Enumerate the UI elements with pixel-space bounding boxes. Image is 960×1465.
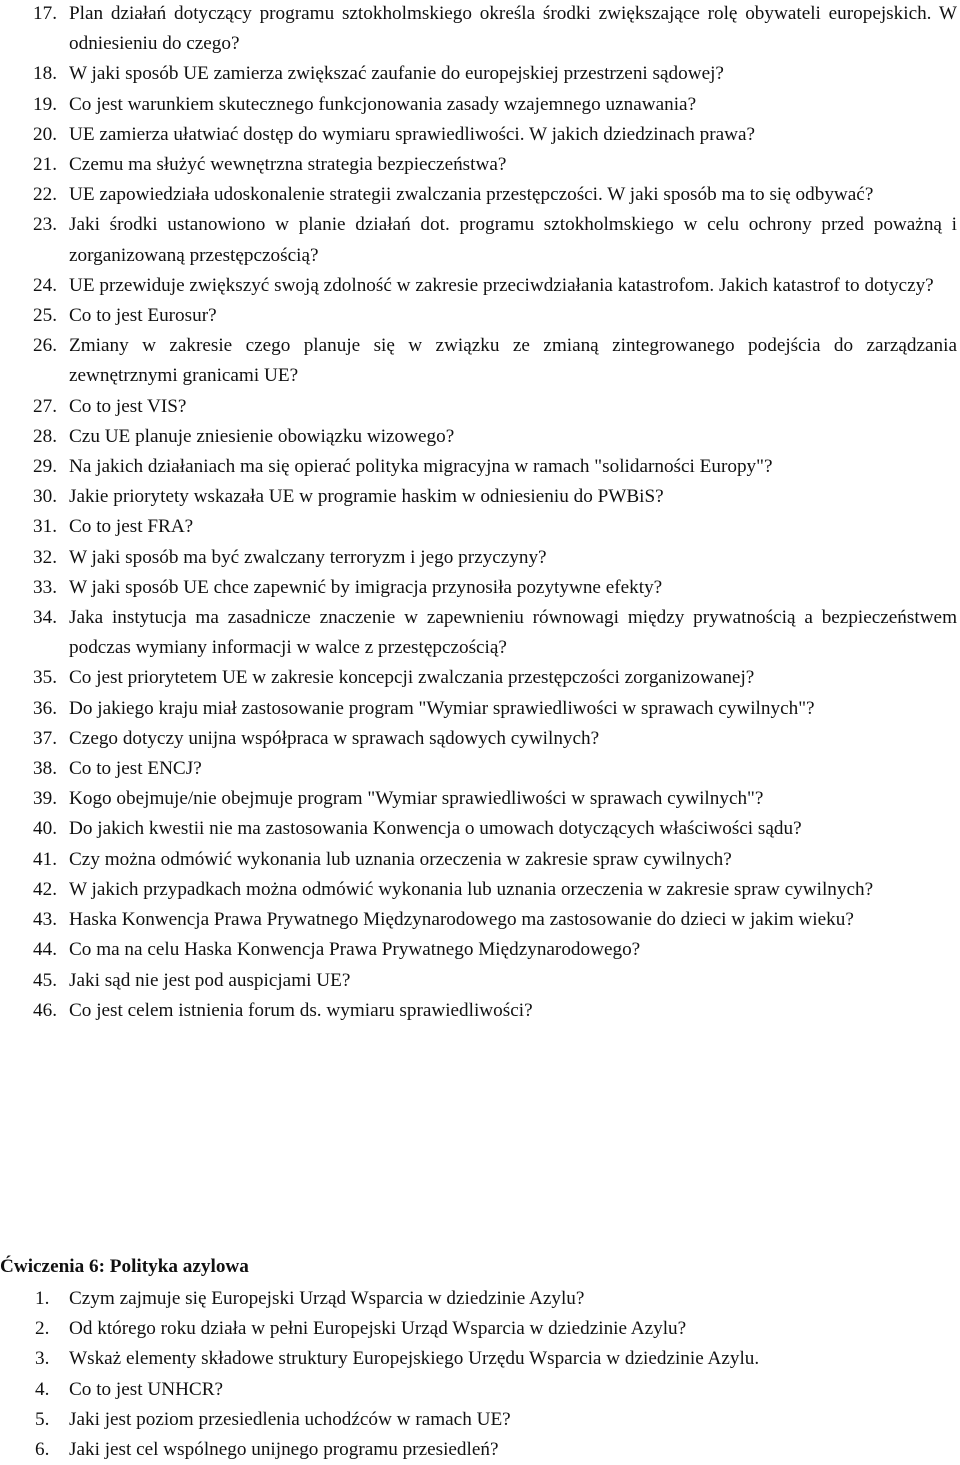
question-number: 2.	[35, 1318, 50, 1340]
question-text: Plan działań dotyczący programu sztokholmskiego określa środki zwiększające rolę obywateli europejskich. W odniesieniu do czego?	[69, 3, 957, 55]
question-item	[0, 845, 957, 875]
question-text: Jaki środki ustanowiono w planie działań dot. programu sztokholmskiego w celu ochrony przed poważną i zorganizowaną przestępczością?	[69, 214, 957, 266]
question-number: 5.	[35, 1408, 50, 1430]
question-number: 36.	[33, 697, 57, 719]
question-item	[0, 1314, 957, 1344]
question-number: 6.	[35, 1439, 50, 1461]
question-item	[0, 271, 957, 301]
question-item	[0, 180, 957, 210]
question-text: W jaki sposób UE zamierza zwiększać zaufanie do europejskiej przestrzeni sądowej?	[69, 63, 724, 85]
question-text: Co jest celem istnienia forum ds. wymiaru sprawiedliwości?	[69, 999, 533, 1021]
question-number: 17.	[33, 3, 57, 24]
question-number: 18.	[33, 63, 57, 85]
question-item	[0, 1284, 957, 1314]
question-item	[0, 784, 957, 814]
question-item	[0, 663, 957, 693]
question-item	[0, 90, 957, 120]
question-number: 32.	[33, 546, 57, 568]
question-number: 24.	[33, 274, 57, 296]
question-item	[0, 210, 957, 270]
question-text: Jaki jest poziom przesiedlenia uchodźców w ramach UE?	[69, 1408, 511, 1430]
question-item	[0, 814, 957, 844]
question-text: Wskaż elementy składowe struktury Europejskiego Urzędu Wsparcia w dziedzinie Azylu.	[69, 1348, 760, 1370]
question-number: 39.	[33, 788, 57, 810]
question-text: Na jakich działaniach ma się opierać polityka migracyjna w ramach "solidarności Europy"?	[69, 456, 773, 478]
question-item	[0, 724, 957, 754]
question-item	[0, 603, 957, 663]
question-item	[0, 754, 957, 784]
question-item	[0, 1405, 957, 1435]
question-text: Jaki jest cel wspólnego unijnego programu przesiedleń?	[69, 1439, 499, 1461]
question-number: 40.	[33, 818, 57, 840]
question-text: Jaki sąd nie jest pod auspicjami UE?	[69, 969, 351, 991]
question-number: 37.	[33, 727, 57, 749]
question-text: Kogo obejmuje/nie obejmuje program "Wymiar sprawiedliwości w sprawach cywilnych"?	[69, 788, 764, 810]
question-item	[0, 966, 957, 996]
question-number: 41.	[33, 848, 57, 870]
question-number: 21.	[33, 154, 57, 176]
question-item	[0, 392, 957, 422]
question-number: 25.	[33, 305, 57, 327]
question-number: 3.	[35, 1348, 50, 1370]
question-text: UE zamierza ułatwiać dostęp do wymiaru sprawiedliwości. W jakich dziedzinach prawa?	[69, 123, 756, 145]
question-text: Czu UE planuje zniesienie obowiązku wizowego?	[69, 425, 455, 447]
question-number: 26.	[33, 335, 57, 357]
question-item	[0, 1435, 957, 1465]
question-item	[0, 512, 957, 542]
question-item	[0, 694, 957, 724]
question-number: 28.	[33, 425, 57, 447]
question-text: Co ma na celu Haska Konwencja Prawa Prywatnego Międzynarodowego?	[69, 939, 641, 961]
question-text: Co to jest UNHCR?	[69, 1378, 224, 1400]
question-text: Czemu ma służyć wewnętrzna strategia bezpieczeństwa?	[69, 154, 507, 176]
question-item	[0, 996, 957, 1026]
question-text: Od którego roku działa w pełni Europejski Urząd Wsparcia w dziedzinie Azylu?	[69, 1318, 687, 1340]
question-item	[0, 1375, 957, 1405]
question-item	[0, 120, 957, 150]
question-text: Co jest warunkiem skutecznego funkcjonowania zasady wzajemnego uznawania?	[69, 93, 697, 115]
question-number: 30.	[33, 486, 57, 508]
question-text: Jaka instytucja ma zasadnicze znaczenie w zapewnieniu równowagi między prywatnością a bezpieczeństwem podczas wymiany informacji w walce z przestępczością?	[69, 607, 957, 659]
question-number: 44.	[33, 939, 57, 961]
question-text: Do jakiego kraju miał zastosowanie program "Wymiar sprawiedliwości w sprawach cywilnych"?	[69, 697, 815, 719]
question-text: Co to jest ENCJ?	[69, 758, 202, 780]
question-number: 43.	[33, 909, 57, 931]
question-number: 19.	[33, 93, 57, 115]
question-text: UE przewiduje zwiększyć swoją zdolność w zakresie przeciwdziałania katastrofom. Jakich katastrof to dotyczy?	[69, 274, 934, 296]
question-number: 27.	[33, 395, 57, 417]
question-text: Jakie priorytety wskazała UE w programie haskim w odniesieniu do PWBiS?	[69, 486, 664, 508]
question-item	[0, 1344, 957, 1374]
question-text: Co jest priorytetem UE w zakresie koncepcji zwalczania przestępczości zorganizowanej?	[69, 667, 755, 689]
question-item	[0, 905, 957, 935]
question-text: Zmiany w zakresie czego planuje się w związku ze zmianą zintegrowanego podejścia do zarządzania zewnętrznymi granicami UE?	[69, 335, 957, 387]
question-number: 34.	[33, 607, 57, 629]
question-number: 31.	[33, 516, 57, 538]
question-number: 29.	[33, 456, 57, 478]
question-text: Czy można odmówić wykonania lub uznania orzeczenia w zakresie spraw cywilnych?	[69, 848, 732, 870]
question-item	[0, 301, 957, 331]
question-number: 33.	[33, 576, 57, 598]
question-number: 35.	[33, 667, 57, 689]
question-text: W jakich przypadkach można odmówić wykonania lub uznania orzeczenia w zakresie spraw cywilnych?	[69, 878, 874, 900]
question-text: W jaki sposób ma być zwalczany terroryzm i jego przyczyny?	[69, 546, 547, 568]
question-text: Do jakich kwestii nie ma zastosowania Konwencja o umowach dotyczących właściwości sądu?	[69, 818, 802, 840]
question-item	[0, 452, 957, 482]
question-item	[0, 543, 957, 573]
question-item	[0, 422, 957, 452]
question-item	[0, 482, 957, 512]
question-text: W jaki sposób UE chce zapewnić by imigracja przynosiła pozytywne efekty?	[69, 576, 663, 598]
section-question-list	[0, 1284, 957, 1465]
question-text: Czym zajmuje się Europejski Urząd Wsparcia w dziedzinie Azylu?	[69, 1288, 585, 1309]
question-item	[0, 150, 957, 180]
question-text: Co to jest FRA?	[69, 516, 194, 538]
question-number: 23.	[33, 214, 57, 236]
question-text: Haska Konwencja Prawa Prywatnego Międzynarodowego ma zastosowanie do dzieci w jakim wieku?	[69, 909, 854, 931]
question-item	[0, 935, 957, 965]
question-text: Co to jest Eurosur?	[69, 305, 217, 327]
question-number: 42.	[33, 878, 57, 900]
question-number: 46.	[33, 999, 57, 1021]
question-number: 20.	[33, 123, 57, 145]
question-number: 1.	[35, 1288, 50, 1309]
question-item	[0, 59, 957, 89]
question-item	[0, 331, 957, 391]
section-heading: Ćwiczenia 6: Polityka azylowa	[0, 1256, 249, 1277]
question-item	[0, 0, 957, 59]
question-item	[0, 573, 957, 603]
question-number: 45.	[33, 969, 57, 991]
question-number: 4.	[35, 1378, 50, 1400]
question-item	[0, 875, 957, 905]
question-text: Czego dotyczy unijna współpraca w sprawach sądowych cywilnych?	[69, 727, 600, 749]
question-text: Co to jest VIS?	[69, 395, 187, 417]
question-number: 22.	[33, 184, 57, 206]
question-number: 38.	[33, 758, 57, 780]
question-text: UE zapowiedziała udoskonalenie strategii zwalczania przestępczości. W jaki sposób ma to się odbywać?	[69, 184, 874, 206]
